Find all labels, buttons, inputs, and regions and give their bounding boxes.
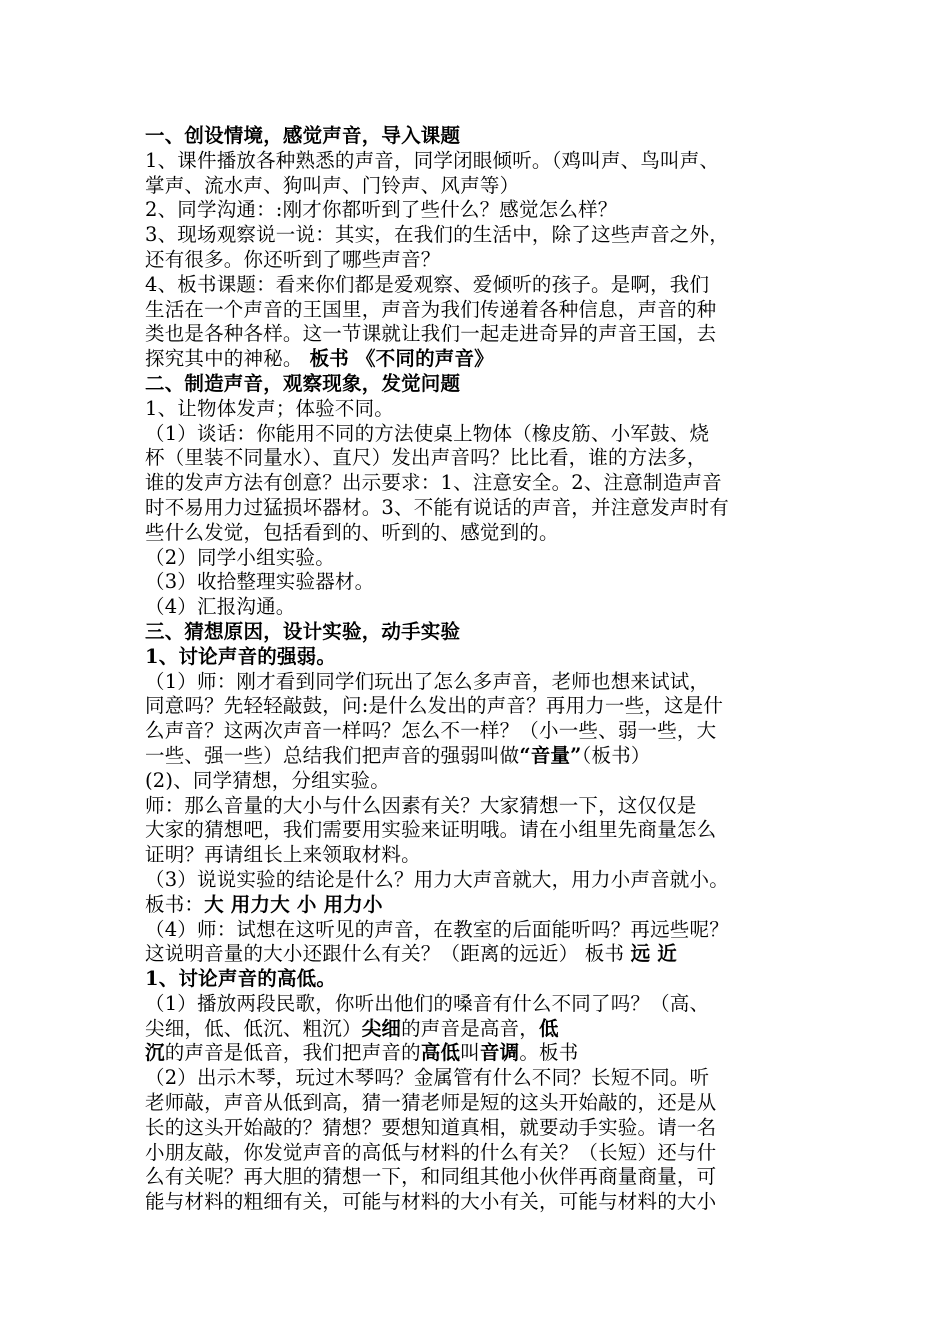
text-line: [145, 298, 835, 323]
text-line: [145, 744, 835, 769]
text-line: [145, 818, 835, 843]
text-segment: 的声音是高音，: [401, 1016, 540, 1040]
text-segment: 么有关呢？再大胆的猜想一下，和同组其他小伙伴再商量商量，可: [145, 1165, 717, 1189]
text-line: [145, 546, 835, 571]
text-segment: 2、同学沟通：:刚才你都听到了些什么？感觉怎么样？: [145, 198, 618, 222]
text-segment: 老师敲，声音从低到高，猜一猜老师是短的这头开始敲的，还是从: [145, 1091, 717, 1115]
text-segment: 板书：: [145, 892, 205, 916]
text-segment: （1）播放两段民歌，你听出他们的嗓音有什么不同了吗？（高、: [145, 991, 710, 1015]
text-line: [145, 322, 835, 347]
text-segment: 能与材料的粗细有关，可能与材料的大小有关，可能与材料的大小: [145, 1190, 717, 1214]
text-line: [145, 670, 835, 695]
text-segment: （2）出示木琴，玩过木琴吗？金属管有什么不同？长短不同。听: [145, 1066, 710, 1090]
text-line: [145, 347, 835, 372]
text-line: [145, 1141, 835, 1166]
text-segment: 还有很多。你还听到了哪些声音？: [145, 247, 441, 271]
text-segment: （4）师：试想在这听见的声音，在教室的后面能听吗？再远些呢？: [145, 917, 729, 941]
text-segment: 1、课件播放各种熟悉的声音，同学闭眼倾听。（鸡叫声、鸟叫声、: [145, 148, 720, 172]
bold-text: 远 近: [630, 942, 677, 966]
bold-text: 大 用力大 小 用力小: [204, 892, 383, 916]
text-segment: 长的这头开始敲的？猜想？要想知道真相，就要动手实验。请一名: [145, 1115, 717, 1139]
text-line: [145, 1190, 835, 1215]
text-segment: （3）说说实验的结论是什么？用力大声音就大，用力小声音就小。: [145, 867, 729, 891]
text-line: [145, 273, 835, 298]
bold-text: 板书 《不同的声音》: [302, 347, 494, 371]
text-line: [145, 645, 835, 670]
text-line: [145, 570, 835, 595]
text-line: [145, 1066, 835, 1091]
text-line: [145, 794, 835, 819]
text-line: [145, 694, 835, 719]
bold-text: 二、制造声音，观察现象，发觉问题: [145, 371, 461, 395]
text-line: [145, 1041, 835, 1066]
text-segment: （1）谈话：你能用不同的方法使桌上物体（橡皮筋、小军鼓、烧: [145, 421, 710, 445]
text-segment: （4）汇报沟通。: [145, 595, 296, 619]
text-segment: (2)、同学猜想，分组实验。: [145, 768, 390, 792]
text-line: [145, 422, 835, 447]
text-segment: 时不易用力过猛损坏器材。3、不能有说话的声音，并注意发声时有: [145, 495, 729, 519]
bold-text: 三、猜想原因，设计实验，动手实验: [145, 619, 461, 643]
text-line: [145, 471, 835, 496]
text-segment: 的声音是低音，我们把声音的: [164, 1041, 421, 1065]
text-line: [145, 149, 835, 174]
text-line: [145, 719, 835, 744]
text-segment: 这说明音量的大小还跟什么有关？（距离的远近） 板书: [145, 942, 631, 966]
document-page: [145, 124, 835, 1215]
text-line: [145, 992, 835, 1017]
text-segment: 同意吗？先轻轻敲鼓，问:是什么发出的声音？再用力一些，这是什: [145, 694, 724, 718]
text-segment: 小朋友敲，你发觉声音的高低与材料的什么有关？（长短）还与什: [145, 1140, 717, 1164]
text-line: [145, 1165, 835, 1190]
text-segment: 谁的发声方法有创意？出示要求：1、注意安全。2、注意制造声音: [145, 471, 722, 495]
text-line: [145, 769, 835, 794]
text-segment: 些什么发觉，包括看到的、听到的、感觉到的。: [145, 520, 559, 544]
text-segment: 尖细，低、低沉、粗沉）: [145, 1016, 362, 1040]
bold-text: 1、讨论声音的高低。: [145, 967, 337, 991]
text-line: [145, 397, 835, 422]
text-line: [145, 843, 835, 868]
text-segment: 类也是各种各样。这一节课就让我们一起走进奇异的声音王国，去: [145, 322, 717, 346]
text-segment: 师：那么音量的大小与什么因素有关？大家猜想一下，这仅仅是: [145, 793, 697, 817]
text-line: [145, 1017, 835, 1042]
bold-text: 一、创设情境，感觉声音，导入课题: [145, 124, 461, 147]
bold-text: 低: [539, 1016, 559, 1040]
text-segment: 4、板书课题：看来你们都是爱观察、爱倾听的孩子。是啊，我们: [145, 272, 710, 296]
text-line: [145, 223, 835, 248]
text-segment: 掌声、流水声、狗叫声、门铃声、风声等）: [145, 173, 520, 197]
text-line: [145, 521, 835, 546]
text-line: [145, 174, 835, 199]
text-line: [145, 893, 835, 918]
text-segment: 探究其中的神秘。: [145, 347, 303, 371]
text-line: [145, 595, 835, 620]
text-line: [145, 248, 835, 273]
text-segment: （1）师：刚才看到同学们玩出了怎么多声音，老师也想来试试，: [145, 669, 710, 693]
bold-text: “音量”: [519, 743, 582, 767]
text-segment: 叫: [460, 1041, 480, 1065]
bold-text: 尖细: [361, 1016, 402, 1040]
text-line: [145, 446, 835, 471]
text-segment: 大家的猜想吧，我们需要用实验来证明哦。请在小组里先商量怎么: [145, 818, 717, 842]
text-line: [145, 372, 835, 397]
text-line: [145, 918, 835, 943]
text-segment: 证明？再请组长上来领取材料。: [145, 843, 421, 867]
text-line: [145, 198, 835, 223]
text-segment: 。板书: [519, 1041, 579, 1065]
text-line: [145, 496, 835, 521]
text-line: [145, 967, 835, 992]
text-segment: 么声音？这两次声音一样吗？怎么不一样？（小一些、弱一些，大: [145, 719, 717, 743]
text-segment: 一些、强一些）总结我们把声音的强弱叫做: [145, 743, 520, 767]
text-segment: （板书）: [581, 743, 651, 767]
text-segment: 杯（里装不同量水）、直尺）发出声音吗？比比看，谁的方法多，: [145, 446, 707, 470]
text-line: [145, 868, 835, 893]
text-line: [145, 1091, 835, 1116]
text-segment: （2）同学小组实验。: [145, 545, 335, 569]
text-segment: 生活在一个声音的王国里，声音为我们传递着各种信息，声音的种: [145, 297, 717, 321]
bold-text: 高低: [420, 1041, 461, 1065]
bold-text: 1、讨论声音的强弱。: [145, 644, 337, 668]
bold-text: 沉: [145, 1041, 165, 1065]
bold-text: 音调: [479, 1041, 520, 1065]
text-segment: （3）收拾整理实验器材。: [145, 570, 375, 594]
text-line: [145, 1116, 835, 1141]
text-line: [145, 124, 835, 149]
text-line: [145, 620, 835, 645]
text-line: [145, 942, 835, 967]
text-segment: 3、现场观察说一说：其实，在我们的生活中，除了这些声音之外，: [145, 223, 729, 247]
text-segment: 1、让物体发声；体验不同。: [145, 396, 395, 420]
